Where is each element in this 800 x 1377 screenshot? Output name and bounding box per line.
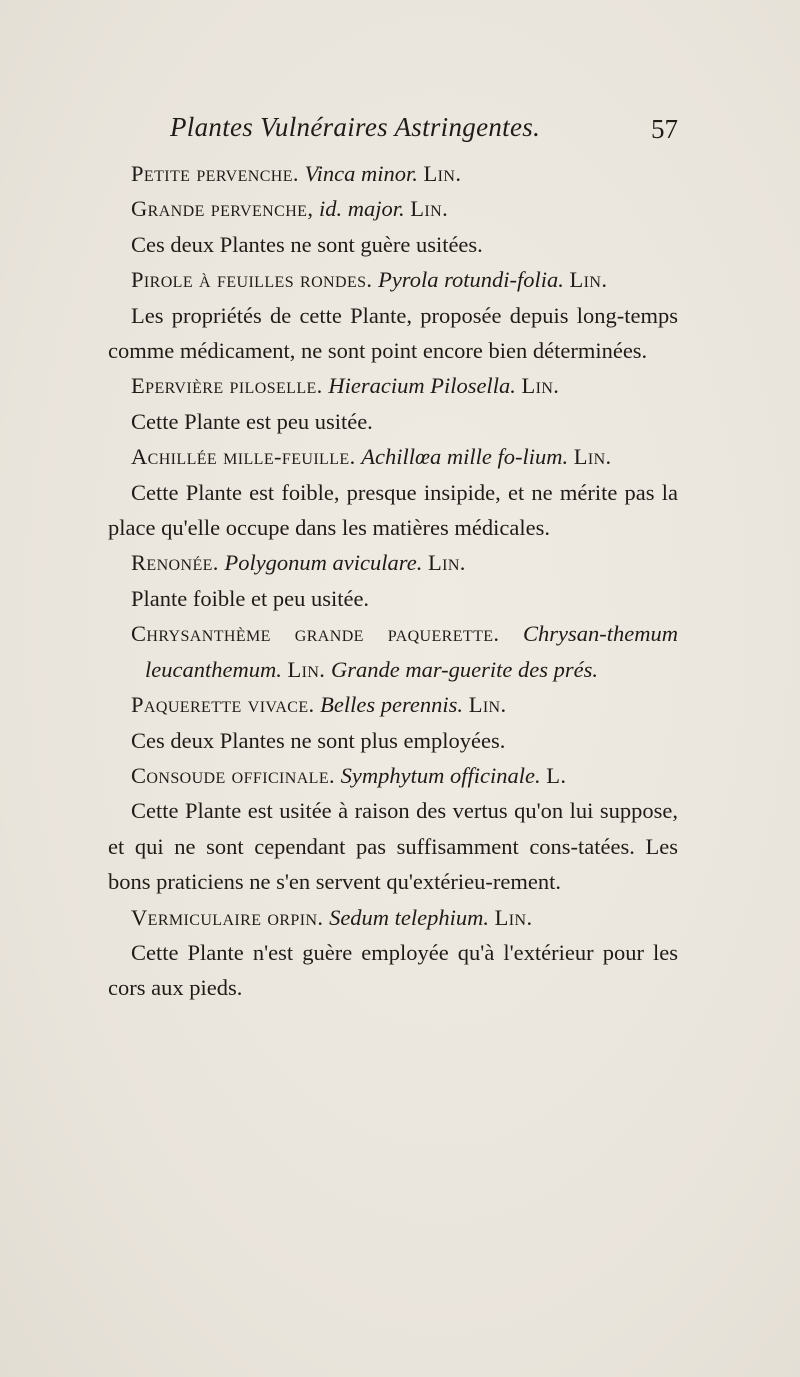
entry-vermiculaire	[108, 900, 678, 935]
common-name: Renonée.	[131, 550, 219, 576]
latin-name: Pyrola rotundi-folia.	[378, 267, 564, 293]
latin-name: Achillœa mille fo-lium.	[361, 444, 569, 470]
note-paragraph: Les propriétés de cette Plante, proposée depuis long-temps comme médicament, ne sont point encore bien déterminées.	[108, 302, 678, 364]
common-name: Paquerette vivace.	[131, 692, 315, 718]
authority: Lin.	[287, 656, 326, 682]
latin-name: Symphytum officinale.	[340, 762, 541, 788]
latin-name: Vinca minor.	[304, 161, 418, 186]
common-name: Achillée mille-feuille.	[131, 444, 356, 470]
latin-name: Polygonum aviculare.	[224, 550, 423, 576]
note-paragraph: Cette Plante est usitée à raison des vertus qu'on lui suppose, et qui ne sont cependant pas suffisamment cons-tatées. Les bons praticiens ne s'en servent qu'extérieu-rement.	[108, 798, 678, 895]
authority: Lin.	[410, 196, 449, 222]
entry-renonee	[108, 545, 678, 580]
entry-petite-pervenche	[108, 156, 678, 191]
latin-name: Chrysan-themum leucanthemum.	[145, 621, 678, 682]
authority: Lin.	[423, 161, 462, 186]
entry-grande-pervenche	[108, 191, 678, 226]
body-text	[108, 156, 678, 1006]
page-number: 57	[651, 114, 678, 144]
latin-name: Hieracium Pilosella.	[328, 373, 516, 399]
common-name: Consoude officinale.	[131, 762, 336, 788]
authority: Lin.	[521, 373, 560, 399]
authority: L.	[546, 762, 567, 788]
note-paragraph: Cette Plante est peu usitée.	[131, 408, 373, 434]
entry-chrysantheme	[108, 616, 678, 687]
note-paragraph: Cette Plante est foible, presque insipide, et ne mérite pas la place qu'elle occupe dans les matières médicales.	[108, 479, 678, 541]
note-paragraph: Cette Plante n'est guère employée qu'à l'extérieur pour les cors aux pieds.	[108, 939, 678, 1001]
authority: Lin.	[573, 444, 612, 470]
latin-name: Sedum telephium.	[329, 904, 490, 930]
latin-name: Belles perennis.	[320, 692, 464, 718]
common-name: Grande pervenche,	[131, 196, 314, 222]
entry-consoude	[108, 758, 678, 793]
common-name: Vermiculaire orpin.	[131, 904, 324, 930]
authority: Lin.	[427, 550, 466, 576]
common-name: Pirole à feuilles rondes.	[131, 267, 373, 293]
common-name: Epervière piloselle.	[131, 373, 323, 399]
common-name: Petite pervenche.	[131, 161, 299, 186]
note-paragraph: Ces deux Plantes ne sont plus employées.	[131, 727, 506, 753]
authority: Lin.	[494, 904, 533, 930]
entry-paquerette	[108, 687, 678, 722]
common-name: Chrysanthème grande paquerette.	[131, 621, 500, 647]
entry-epervière	[108, 368, 678, 403]
entry-achillee	[108, 439, 678, 474]
entry-pirole	[108, 262, 678, 297]
note-paragraph: Ces deux Plantes ne sont guère usitées.	[131, 231, 483, 257]
vernacular-name: Grande mar-guerite des prés.	[330, 656, 598, 682]
page-header	[170, 112, 690, 152]
authority: Lin.	[468, 692, 507, 718]
running-title: Plantes Vulnéraires Astringentes.	[170, 112, 541, 142]
note-paragraph: Plante foible et peu usitée.	[131, 585, 370, 611]
latin-name: id. major.	[318, 196, 405, 222]
authority: Lin.	[569, 267, 608, 293]
